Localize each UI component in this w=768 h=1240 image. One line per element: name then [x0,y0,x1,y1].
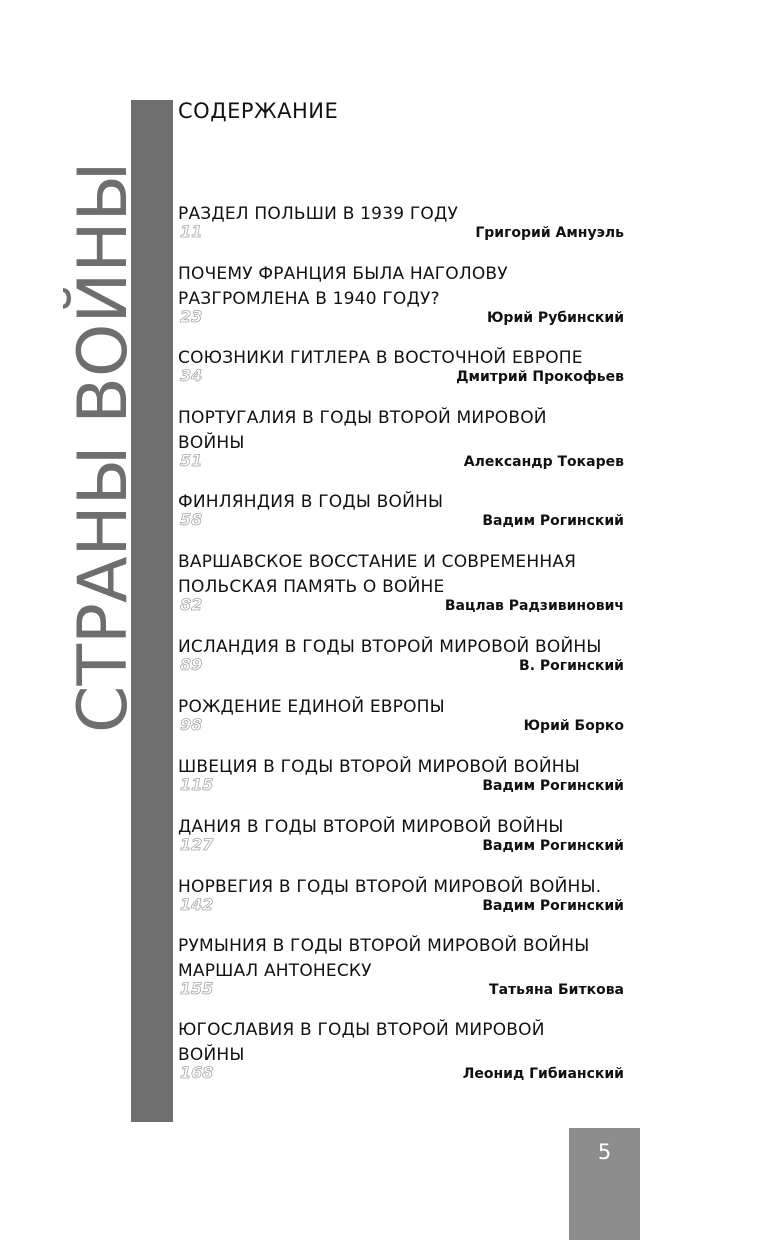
toc-entry-page: 34 [180,366,203,385]
toc-entry-page: 11 [180,222,203,241]
toc-entry [178,550,638,614]
toc-entry-title: ШВЕЦИЯ В ГОДЫ ВТОРОЙ МИРОВОЙ ВОЙНЫ [178,757,580,777]
folio-box [569,1128,640,1240]
toc-entry [178,695,638,734]
toc-entry-title: ВОЙНЫ [178,1045,245,1065]
toc-entry-title: ВАРШАВСКОЕ ВОССТАНИЕ И СОВРЕМЕННАЯ [178,552,577,572]
toc-entry-page: 98 [180,715,203,734]
toc-entry-page: 23 [180,307,203,326]
toc-entry-author: Вадим Рогинский [482,778,624,794]
toc-entry [178,262,638,326]
toc-entry [178,202,638,241]
toc-entry-title: РУМЫНИЯ В ГОДЫ ВТОРОЙ МИРОВОЙ ВОЙНЫ [178,936,590,956]
toc-entry-title: ВОЙНЫ [178,433,245,453]
toc-entry-author: Юрий Рубинский [486,310,624,326]
toc-entry-author: Юрий Борко [523,718,624,734]
toc-entry-title: ПОРТУГАЛИЯ В ГОДЫ ВТОРОЙ МИРОВОЙ [178,408,547,428]
toc-entry-page: 127 [180,835,214,854]
toc-entry-title: РАЗГРОМЛЕНА В 1940 ГОДУ? [178,289,440,309]
toc-entry-author: Леонид Гибианский [462,1066,624,1082]
toc-entry-title: ПОЛЬСКАЯ ПАМЯТЬ О ВОЙНЕ [178,577,445,597]
toc-entry-title: РОЖДЕНИЕ ЕДИНОЙ ЕВРОПЫ [178,697,445,717]
toc-entry-page: 82 [180,595,203,614]
toc-entry-page: 89 [180,655,203,674]
toc-entry-title: ДАНИЯ В ГОДЫ ВТОРОЙ МИРОВОЙ ВОЙНЫ [178,817,564,837]
toc-entry [178,406,638,470]
toc-entry [178,875,638,914]
toc-entry [178,635,638,674]
toc-entry-title: ЮГОСЛАВИЯ В ГОДЫ ВТОРОЙ МИРОВОЙ [178,1020,545,1040]
toc-entry-author: Вадим Рогинский [482,898,624,914]
book-title-vertical: СТРАНЫ ВОЙНЫ [64,161,143,733]
toc-entry-page: 142 [180,895,214,914]
toc-entry-author: Григорий Амнуэль [475,225,624,241]
toc-entry-title: МАРШАЛ АНТОНЕСКУ [178,961,372,981]
toc-entry [178,1018,638,1082]
toc-entry-title: ФИНЛЯНДИЯ В ГОДЫ ВОЙНЫ [178,492,444,512]
toc-entry [178,490,638,529]
toc-heading: СОДЕРЖАНИЕ [178,99,339,123]
toc-entry-author: Дмитрий Прокофьев [456,369,624,385]
toc-entry [178,755,638,794]
toc-entry [178,346,638,385]
toc-entry-author: Вадим Рогинский [482,513,624,529]
toc-entry-page: 58 [180,510,203,529]
toc-entry-author: Вацлав Радзивинович [444,598,624,614]
toc-entry-title: СОЮЗНИКИ ГИТЛЕРА В ВОСТОЧНОЙ ЕВРОПЕ [178,348,583,368]
toc-entry-title: ПОЧЕМУ ФРАНЦИЯ БЫЛА НАГОЛОВУ [178,264,508,284]
toc-entry-author: Александр Токарев [463,454,624,470]
toc-entry-page: 168 [180,1063,214,1082]
page-number: 5 [597,1140,612,1164]
toc-entry-title: НОРВЕГИЯ В ГОДЫ ВТОРОЙ МИРОВОЙ ВОЙНЫ. [178,877,602,897]
toc-entry-author: Вадим Рогинский [482,838,624,854]
toc-entry [178,815,638,854]
toc-entry-author: Татьяна Биткова [489,982,624,998]
toc-entry-author: В. Рогинский [519,658,624,674]
toc-entry-page: 115 [180,775,214,794]
toc-entry-title: ИСЛАНДИЯ В ГОДЫ ВТОРОЙ МИРОВОЙ ВОЙНЫ [178,637,602,657]
toc-entry-page: 155 [180,979,214,998]
toc-entry-page: 51 [180,451,203,470]
toc-entry [178,934,638,998]
toc-entry-title: РАЗДЕЛ ПОЛЬШИ В 1939 ГОДУ [178,204,459,224]
